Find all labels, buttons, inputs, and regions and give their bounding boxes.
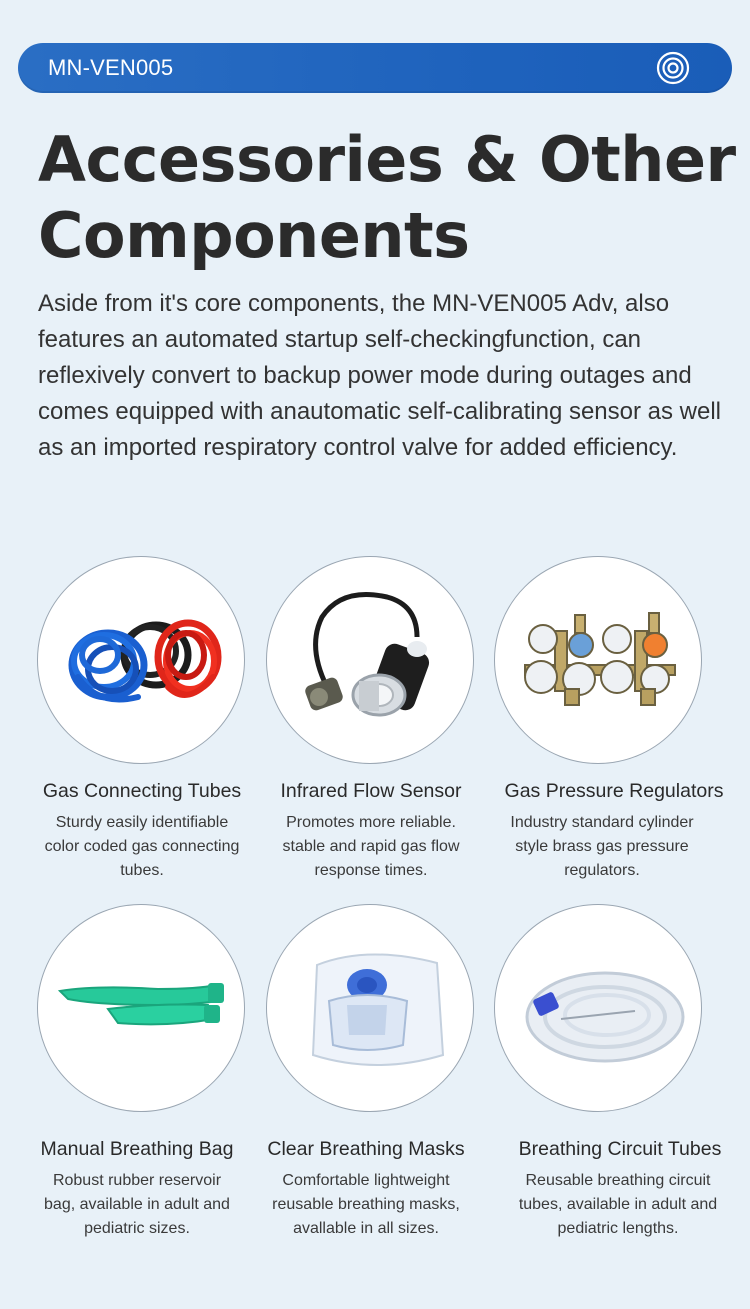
- description-line: regulators.: [564, 862, 640, 879]
- description-line: Robust rubber reservoir: [52, 1172, 222, 1189]
- description-line: Reusable breathing circuit: [525, 1172, 711, 1189]
- accessory-title: Clear Breathing Masks: [267, 1138, 465, 1160]
- accessory-description: [487, 811, 717, 883]
- accessory-title: Manual Breathing Bag: [40, 1138, 234, 1160]
- accessory-description: [256, 811, 486, 883]
- model-header-bar: [18, 43, 732, 93]
- masks-image: [266, 904, 474, 1112]
- accessory-description: [488, 1169, 748, 1241]
- accessory-card-regulators: [499, 556, 729, 886]
- description-line: avallable in all sizes.: [293, 1220, 439, 1237]
- description-line: pediatric sizes.: [84, 1220, 190, 1237]
- description-line: bag, available in adult and: [44, 1196, 230, 1213]
- description-line: Sturdy easily identifiable: [55, 814, 229, 831]
- description-line: tubes, available in adult and: [518, 1196, 718, 1213]
- breathing-bag-image: [37, 904, 245, 1112]
- title-line-1: Accessories & Other: [38, 123, 736, 196]
- page-title: [38, 122, 738, 274]
- accessory-card-circuit-tubes: [505, 904, 735, 1244]
- accessory-description: [27, 811, 257, 883]
- description-line: pediatric lengths.: [557, 1220, 679, 1237]
- accessory-card-flow-sensor: [256, 556, 486, 886]
- regulators-image: [494, 556, 702, 764]
- accessory-card-breathing-bag: [22, 904, 252, 1244]
- description-line: Promotes more reliable.: [286, 814, 456, 831]
- description-line: response times.: [314, 862, 428, 879]
- description-line: Industry standard cylinder: [510, 814, 694, 831]
- circuit-tubes-image: [494, 904, 702, 1112]
- accessory-title: Breathing Circuit Tubes: [518, 1138, 722, 1160]
- model-name: MN-VEN005: [48, 55, 174, 80]
- description-line: color coded gas connecting: [44, 838, 240, 855]
- description-line: reusable breathing masks,: [272, 1196, 460, 1213]
- flow-sensor-image: [266, 556, 474, 764]
- target-icon[interactable]: [656, 51, 690, 85]
- accessory-title: Infrared Flow Sensor: [280, 780, 462, 802]
- description-line: tubes.: [120, 862, 164, 879]
- description-line: style brass gas pressure: [515, 838, 689, 855]
- gas-tubes-image: [37, 556, 245, 764]
- description-line: Comfortable lightweight: [282, 1172, 450, 1189]
- description-line: stable and rapid gas flow: [282, 838, 460, 855]
- accessory-card-masks: [251, 904, 481, 1244]
- title-line-2: Components: [38, 199, 470, 272]
- accessory-description: [251, 1169, 481, 1241]
- intro-paragraph: Aside from it's core components, the MN-VEN005 Adv, also features an automated startup self-checkingfunction, can reflexively convert to backup power mode during outages and comes equipped with anautomatic self-calibrating sensor as well as an imported respiratory control valve for added efficiency.: [38, 290, 722, 461]
- accessory-description: [22, 1169, 252, 1241]
- accessory-title: Gas Connecting Tubes: [42, 780, 242, 802]
- accessory-card-gas-tubes: [27, 556, 257, 886]
- accessory-title: Gas Pressure Regulators: [504, 780, 724, 802]
